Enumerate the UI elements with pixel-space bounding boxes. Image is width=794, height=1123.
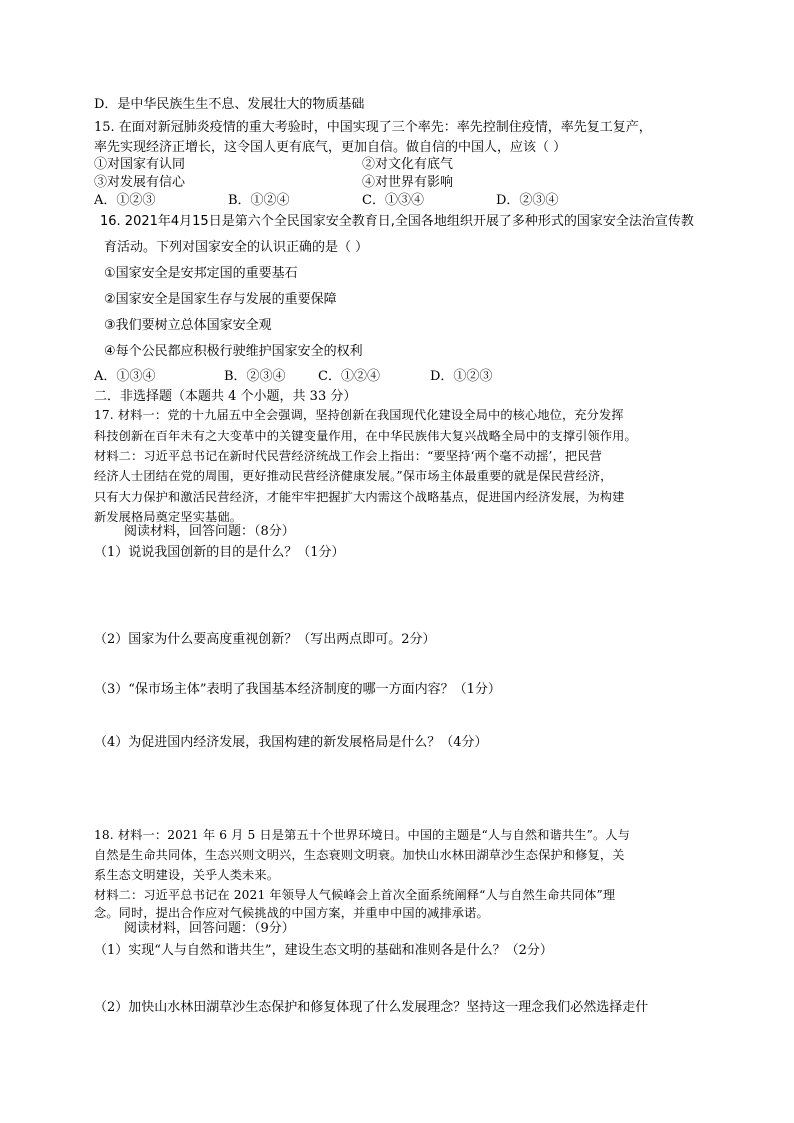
- q18-sub-question-1: （1）实现“人与自然和谐共生”，建设生态文明的基础和准则各是什么？（2分）: [94, 943, 553, 958]
- q18-sub-question-2: （2）加快山水林田湖草沙生态保护和修复体现了什么发展理念？坚持这一理念我们必然选择走什: [94, 1000, 649, 1015]
- q18-material-line-1: 18. 材料一：2021 年 6 月 5 日是第五十个世界环境日。中国的主题是“人与自然和谐共生”。人与: [94, 828, 630, 842]
- q15-stem-line-1: 15. 在面对新冠肺炎疫情的重大考验时，中国实现了三个率先：率先控制住疫情，率先复工复产，: [94, 120, 652, 135]
- q17-sub-question-3: （3）“保市场主体”表明了我国基本经济制度的哪一方面内容？（1分）: [94, 682, 501, 697]
- q15-item-1: ①对国家有认同: [94, 157, 186, 172]
- q17-sub-question-4: （4）为促进国内经济发展，我国构建的新发展格局是什么？（4分）: [94, 735, 488, 750]
- q18-material-line-2: 自然是生命共同体，生态兴则文明兴，生态衰则文明衰。加快山水林田湖草沙生态保护和修复，关: [94, 848, 625, 862]
- q15-item-2: ②对文化有底气: [362, 157, 454, 172]
- q16-item-3: ③我们要树立总体国家安全观: [104, 318, 272, 333]
- q16-choice-c: C．①②④: [318, 369, 380, 384]
- q17-material-line-5: 只有大力保护和激活民营经济，才能牢牢把握扩大内需这个战略基点，促进国内经济发展，为构建: [94, 490, 625, 504]
- q16-item-2: ②国家安全是国家生存与发展的重要保障: [104, 292, 337, 307]
- q16-choice-a: A．①③④: [94, 369, 156, 384]
- q18-material-line-5: 念。同时，提出合作应对气候挑战的中国方案，并重申中国的减排承诺。: [94, 906, 489, 920]
- q17-material-line-1: 17. 材料一：党的十九届五中全会强调，坚持创新在我国现代化建设全局中的核心地位，充分发挥: [94, 408, 624, 422]
- q17-material-line-2: 科技创新在百年未有之大变革中的关键变量作用，在中华民族伟大复兴战略全局中的支撑引领作用。: [94, 429, 637, 443]
- q18-instruction: 阅读材料，回答问题：（9分）: [124, 921, 295, 936]
- q17-sub-question-1: （1）说说我国创新的目的是什么？（1分）: [94, 545, 345, 560]
- q16-item-1: ①国家安全是安邦定国的重要基石: [104, 266, 298, 281]
- q17-material-line-6: 新发展格局奠定坚实基础。: [94, 510, 243, 524]
- q16-choice-d: D．①②③: [430, 369, 493, 384]
- q15-choice-a: A．①②③: [94, 193, 156, 208]
- q15-item-3: ③对发展有信心: [94, 175, 186, 190]
- q17-material-line-3: 材料二：习近平总书记在新时代民营经济统战工作会上指出：“要坚持‘两个毫不动摇’，把民营: [94, 449, 602, 463]
- q15-stem-line-2: 率先实现经济正增长，这令国人更有底气，更加自信。做自信的中国人，应该（ ）: [94, 140, 567, 155]
- section-2-title: 二．非选择题（本题共 4 个小题，共 33 分）: [94, 389, 357, 404]
- q15-choice-d: D．②③④: [496, 193, 559, 208]
- q17-instruction: 阅读材料，回答问题：（8分）: [124, 524, 295, 539]
- q15-choice-b: B．①②④: [228, 193, 290, 208]
- q17-sub-question-2: （2）国家为什么要高度重视创新？（写出两点即可。2分）: [94, 632, 436, 647]
- q16-stem-line-1: 16. 2021年4月15日是第六个全民国家安全教育日,全国各地组织开展了多种形式的国家安全法治宣传教: [100, 214, 694, 229]
- q15-item-4: ④对世界有影响: [362, 175, 454, 190]
- q18-material-line-4: 材料二：习近平总书记在 2021 年领导人气候峰会上首次全面系统阐释“人与自然生命共同体”理: [94, 888, 616, 902]
- q17-material-line-4: 经济人士团结在党的周围，更好推动民营经济健康发展。”保市场主体最重要的就是保民营经济，: [94, 469, 613, 483]
- q16-stem-line-2: 育活动。下列对国家安全的认识正确的是（ ）: [104, 240, 369, 255]
- q14-option-d: D．是中华民族生生不息、发展壮大的物质基础: [94, 97, 365, 112]
- q16-item-4: ④每个公民都应积极行驶维护国家安全的权利: [104, 344, 363, 359]
- q16-choice-b: B．②③④: [224, 369, 286, 384]
- q15-choice-c: C．①③④: [362, 193, 424, 208]
- q18-material-line-3: 系生态文明建设，关乎人类未来。: [94, 868, 280, 882]
